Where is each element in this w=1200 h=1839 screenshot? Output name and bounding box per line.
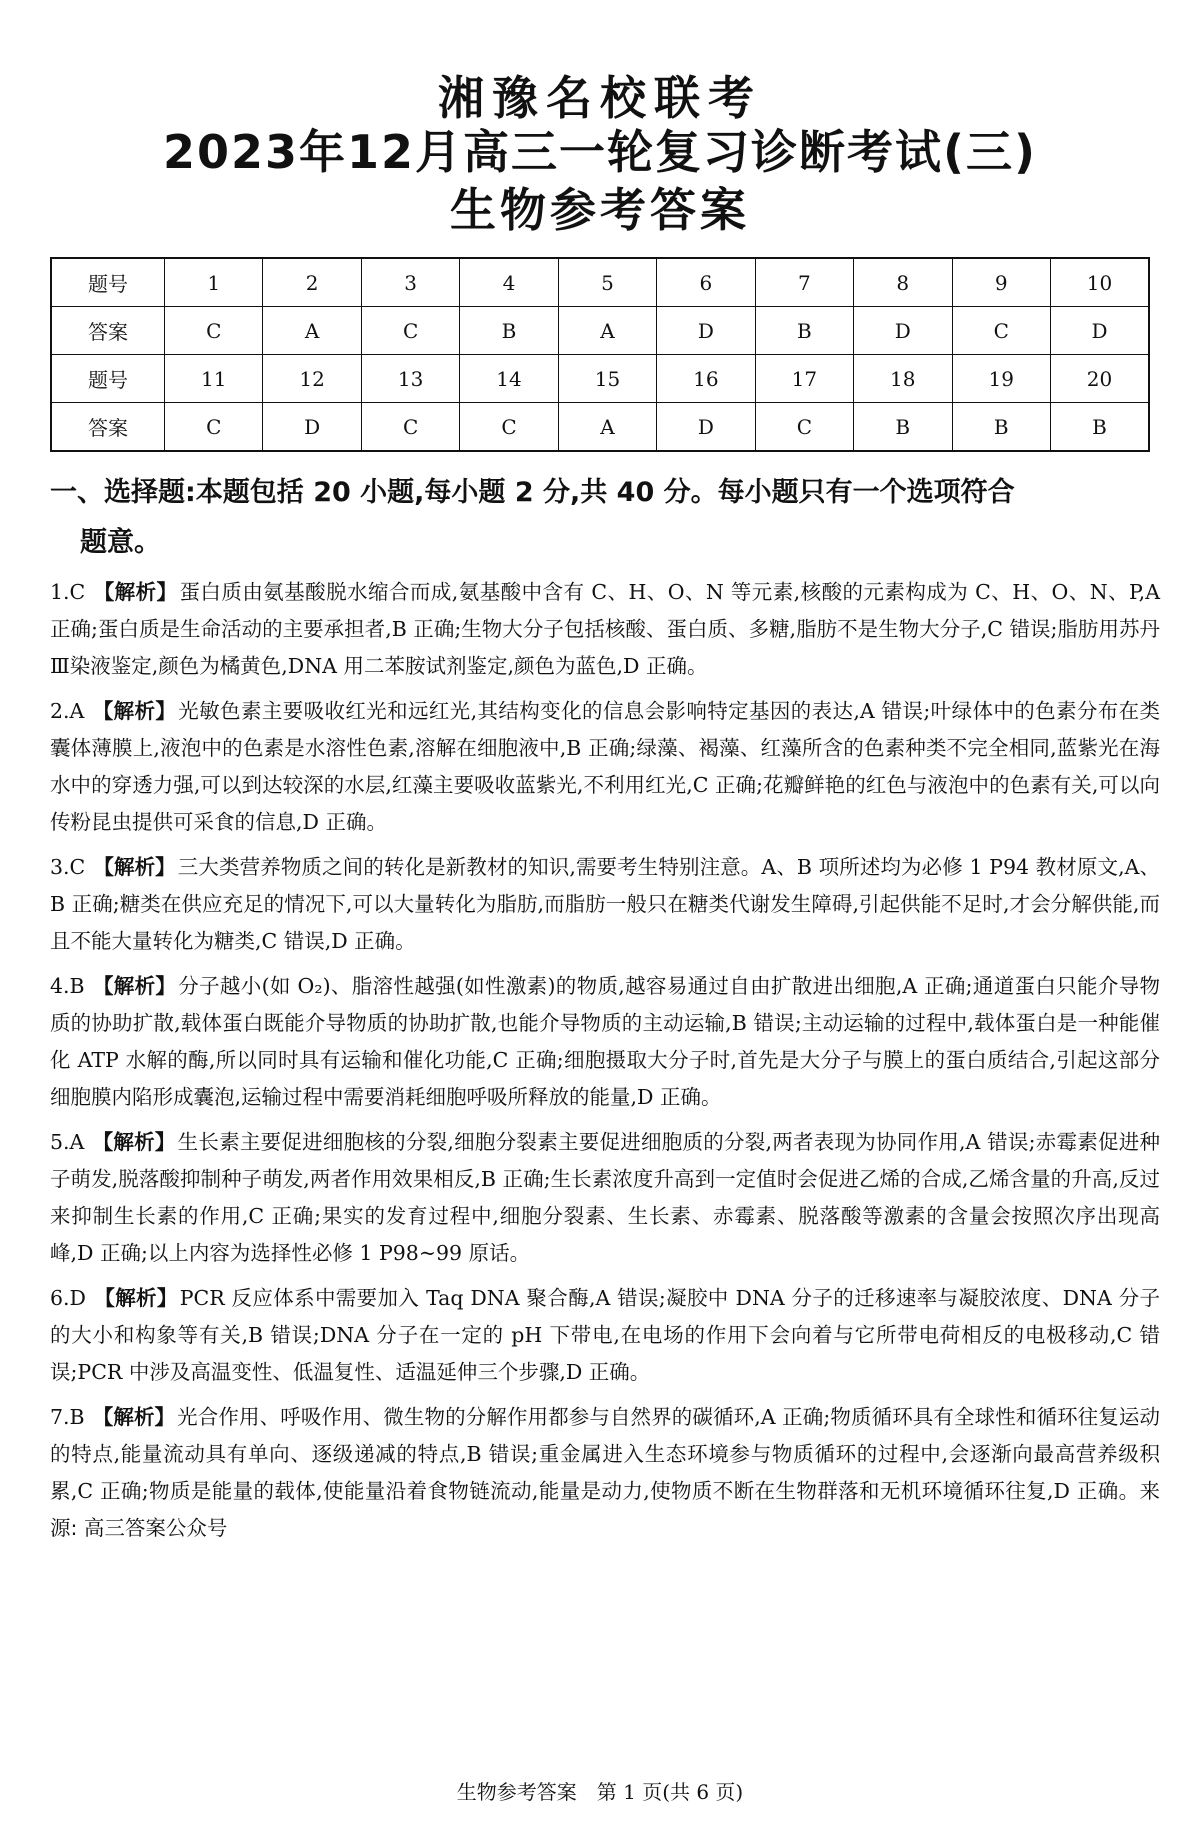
explanation-item [50,1399,1160,1547]
answer-key-title: 生物参考答案 [450,183,750,237]
answer-table-cell: 10 [1050,258,1149,307]
item-text: 分子越小(如 O₂)、脂溶性越强(如性激素)的物质,越容易通过自由扩散进出细胞,A 正确;通道蛋白只能介导物质的协助扩散,载体蛋白既能介导物质的协助扩散,也能介导物质的主动运输,B 错误;主动运输的过程中,载体蛋白是一种能催化 ATP 水解的酶,所以同时具有运输和催化功能,C 正确;细胞摄取大分子时,首先是大分子与膜上的蛋白质结合,引起这部分细胞膜内陷形成囊泡,运输过程中需要消耗细胞呼吸所释放的能量,D 正确。 [50,974,1161,1109]
answer-table-cell: C [460,403,558,452]
answer-table-cell: 16 [657,355,755,403]
exam-name-title: 2023年12月高三一轮复习诊断考试(三) [162,125,1038,179]
answer-table-cell: C [361,403,459,452]
item-number: 2.A [50,699,85,723]
explanation-item [50,1124,1160,1272]
answer-table-cell: C [755,403,853,452]
explanation-item [50,849,1160,960]
answer-table-cell: B [952,403,1050,452]
explanation-item [50,1280,1160,1391]
answer-table-cell: A [558,307,656,355]
exam-org-title: 湘豫名校联考 [438,71,762,125]
answer-table-cell: 1 [165,258,263,307]
item-number: 4.B [50,974,85,998]
item-text: 光敏色素主要吸收红光和远红光,其结构变化的信息会影响特定基因的表达,A 错误;叶绿体中的色素分布在类囊体薄膜上,液泡中的色素是水溶性色素,溶解在细胞液中,B 正确;绿藻、褐藻、红藻所含的色素种类不完全相同,蓝紫光在海水中的穿透力强,可以到达较深的水层,红藻主要吸收蓝紫光,不利用红光,C 正确;花瓣鲜艳的红色与液泡中的色素有关,可以向传粉昆虫提供可采食的信息,D 正确。 [50,699,1161,834]
answer-table-row [51,307,1149,355]
answer-table-cell: 4 [460,258,558,307]
answer-table-cell: B [854,403,952,452]
answer-table-cell: 6 [657,258,755,307]
answer-table-cell: 19 [952,355,1050,403]
answer-table-cell: 14 [460,355,558,403]
item-number: 1.C [50,580,86,604]
answer-table-cell: 5 [558,258,656,307]
item-number: 5.A [50,1130,85,1154]
answer-table-cell: C [165,307,263,355]
answer-table-cell: D [263,403,361,452]
answer-table-cell: A [558,403,656,452]
row-label: 答案 [51,403,165,452]
answer-table-row [51,355,1149,403]
answer-table-cell: 17 [755,355,853,403]
answer-table-cell: 3 [361,258,459,307]
item-number: 6.D [50,1286,86,1310]
answer-table-cell: 20 [1050,355,1149,403]
explanation-item [50,693,1160,841]
item-text: 蛋白质由氨基酸脱水缩合而成,氨基酸中含有 C、H、O、N 等元素,核酸的元素构成为 C、H、O、N、P,A 正确;蛋白质是生命活动的主要承担者,B 正确;生物大分子包括核酸、蛋白质、多糖,脂肪不是生物大分子,C 错误;脂肪用苏丹Ⅲ染液鉴定,颜色为橘黄色,DNA 用二苯胺试剂鉴定,颜色为蓝色,D 正确。 [50,580,1161,678]
page-footer: 生物参考答案 第 1 页(共 6 页) [456,1780,744,1804]
explanation-item [50,574,1160,685]
answer-table-cell: 15 [558,355,656,403]
section-heading-line2: 题意。 [80,527,161,558]
answer-table-cell: 2 [263,258,361,307]
answer-table-cell: C [165,403,263,452]
answer-table-cell: D [657,403,755,452]
row-label: 题号 [51,355,165,403]
item-text: 三大类营养物质之间的转化是新教材的知识,需要考生特别注意。A、B 项所述均为必修 1 P94 教材原文,A、B 正确;糖类在供应充足的情况下,可以大量转化为脂肪,而脂肪一般只在糖类代谢发生障碍,引起供能不足时,才会分解供能,而且不能大量转化为糖类,C 错误,D 正确。 [50,855,1161,953]
answer-table-cell: 9 [952,258,1050,307]
analysis-tag: 【解析】 [93,580,178,604]
item-text: PCR 反应体系中需要加入 Taq DNA 聚合酶,A 错误;凝胶中 DNA 分子的迁移速率与凝胶浓度、DNA 分子的大小和构象等有关,B 错误;DNA 分子在一定的 pH 下带电,在电场的作用下会向着与它所带电荷相反的电极移动,C 错误;PCR 中涉及高温变性、低温复性、适温延伸三个步骤,D 正确。 [50,1286,1161,1384]
answer-table-cell: 12 [263,355,361,403]
section-heading [50,468,1160,568]
answer-table [50,257,1150,452]
answer-table-cell: 8 [854,258,952,307]
answer-table-cell: B [1050,403,1149,452]
item-text: 光合作用、呼吸作用、微生物的分解作用都参与自然界的碳循环,A 正确;物质循环具有全球性和循环往复运动的特点,能量流动具有单向、逐级递减的特点,B 错误;重金属进入生态环境参与物质循环的过程中,会逐渐向最高营养级积累,C 正确;物质是能量的载体,使能量沿着食物链流动,能量是动力,使物质不断在生物群落和无机环境循环往复,D 正确。 [50,1405,1160,1503]
answer-table-cell: D [854,307,952,355]
analysis-tag: 【解析】 [92,1130,176,1154]
answer-table-cell: B [755,307,853,355]
analysis-tag: 【解析】 [94,1286,178,1310]
answer-table-row [51,258,1149,307]
answer-table-cell: D [1050,307,1149,355]
item-number: 7.B [50,1405,85,1429]
row-label: 题号 [51,258,165,307]
answer-table-cell: C [361,307,459,355]
answer-table-cell: D [657,307,755,355]
answer-table-cell: 13 [361,355,459,403]
answer-table-cell: 18 [854,355,952,403]
source-note: 来源: 高三答案公众号 [50,1479,1160,1540]
answer-table-row [51,403,1149,452]
answer-table-cell: B [460,307,558,355]
item-number: 3.C [50,855,86,879]
item-text: 生长素主要促进细胞核的分裂,细胞分裂素主要促进细胞质的分裂,两者表现为协同作用,A 错误;赤霉素促进种子萌发,脱落酸抑制种子萌发,两者作用效果相反,B 正确;生长素浓度升高到一定值时会促进乙烯的合成,乙烯含量的升高,反过来抑制生长素的作用,C 正确;果实的发育过程中,细胞分裂素、生长素、赤霉素、脱落酸等激素的含量会按照次序出现高峰,D 正确;以上内容为选择性必修 1 P98~99 原话。 [50,1130,1160,1265]
answer-table-cell: 11 [165,355,263,403]
analysis-tag: 【解析】 [92,699,177,723]
answer-table-cell: C [952,307,1050,355]
analysis-tag: 【解析】 [93,855,176,879]
answer-table-cell: 7 [755,258,853,307]
analysis-tag: 【解析】 [92,974,177,998]
analysis-tag: 【解析】 [92,1405,176,1429]
row-label: 答案 [51,307,165,355]
explanation-item [50,968,1160,1116]
explanation-list [50,574,1160,1555]
answer-table-cell: A [263,307,361,355]
section-heading-line1: 一、选择题:本题包括 20 小题,每小题 2 分,共 40 分。每小题只有一个选项符合 [50,477,1015,508]
